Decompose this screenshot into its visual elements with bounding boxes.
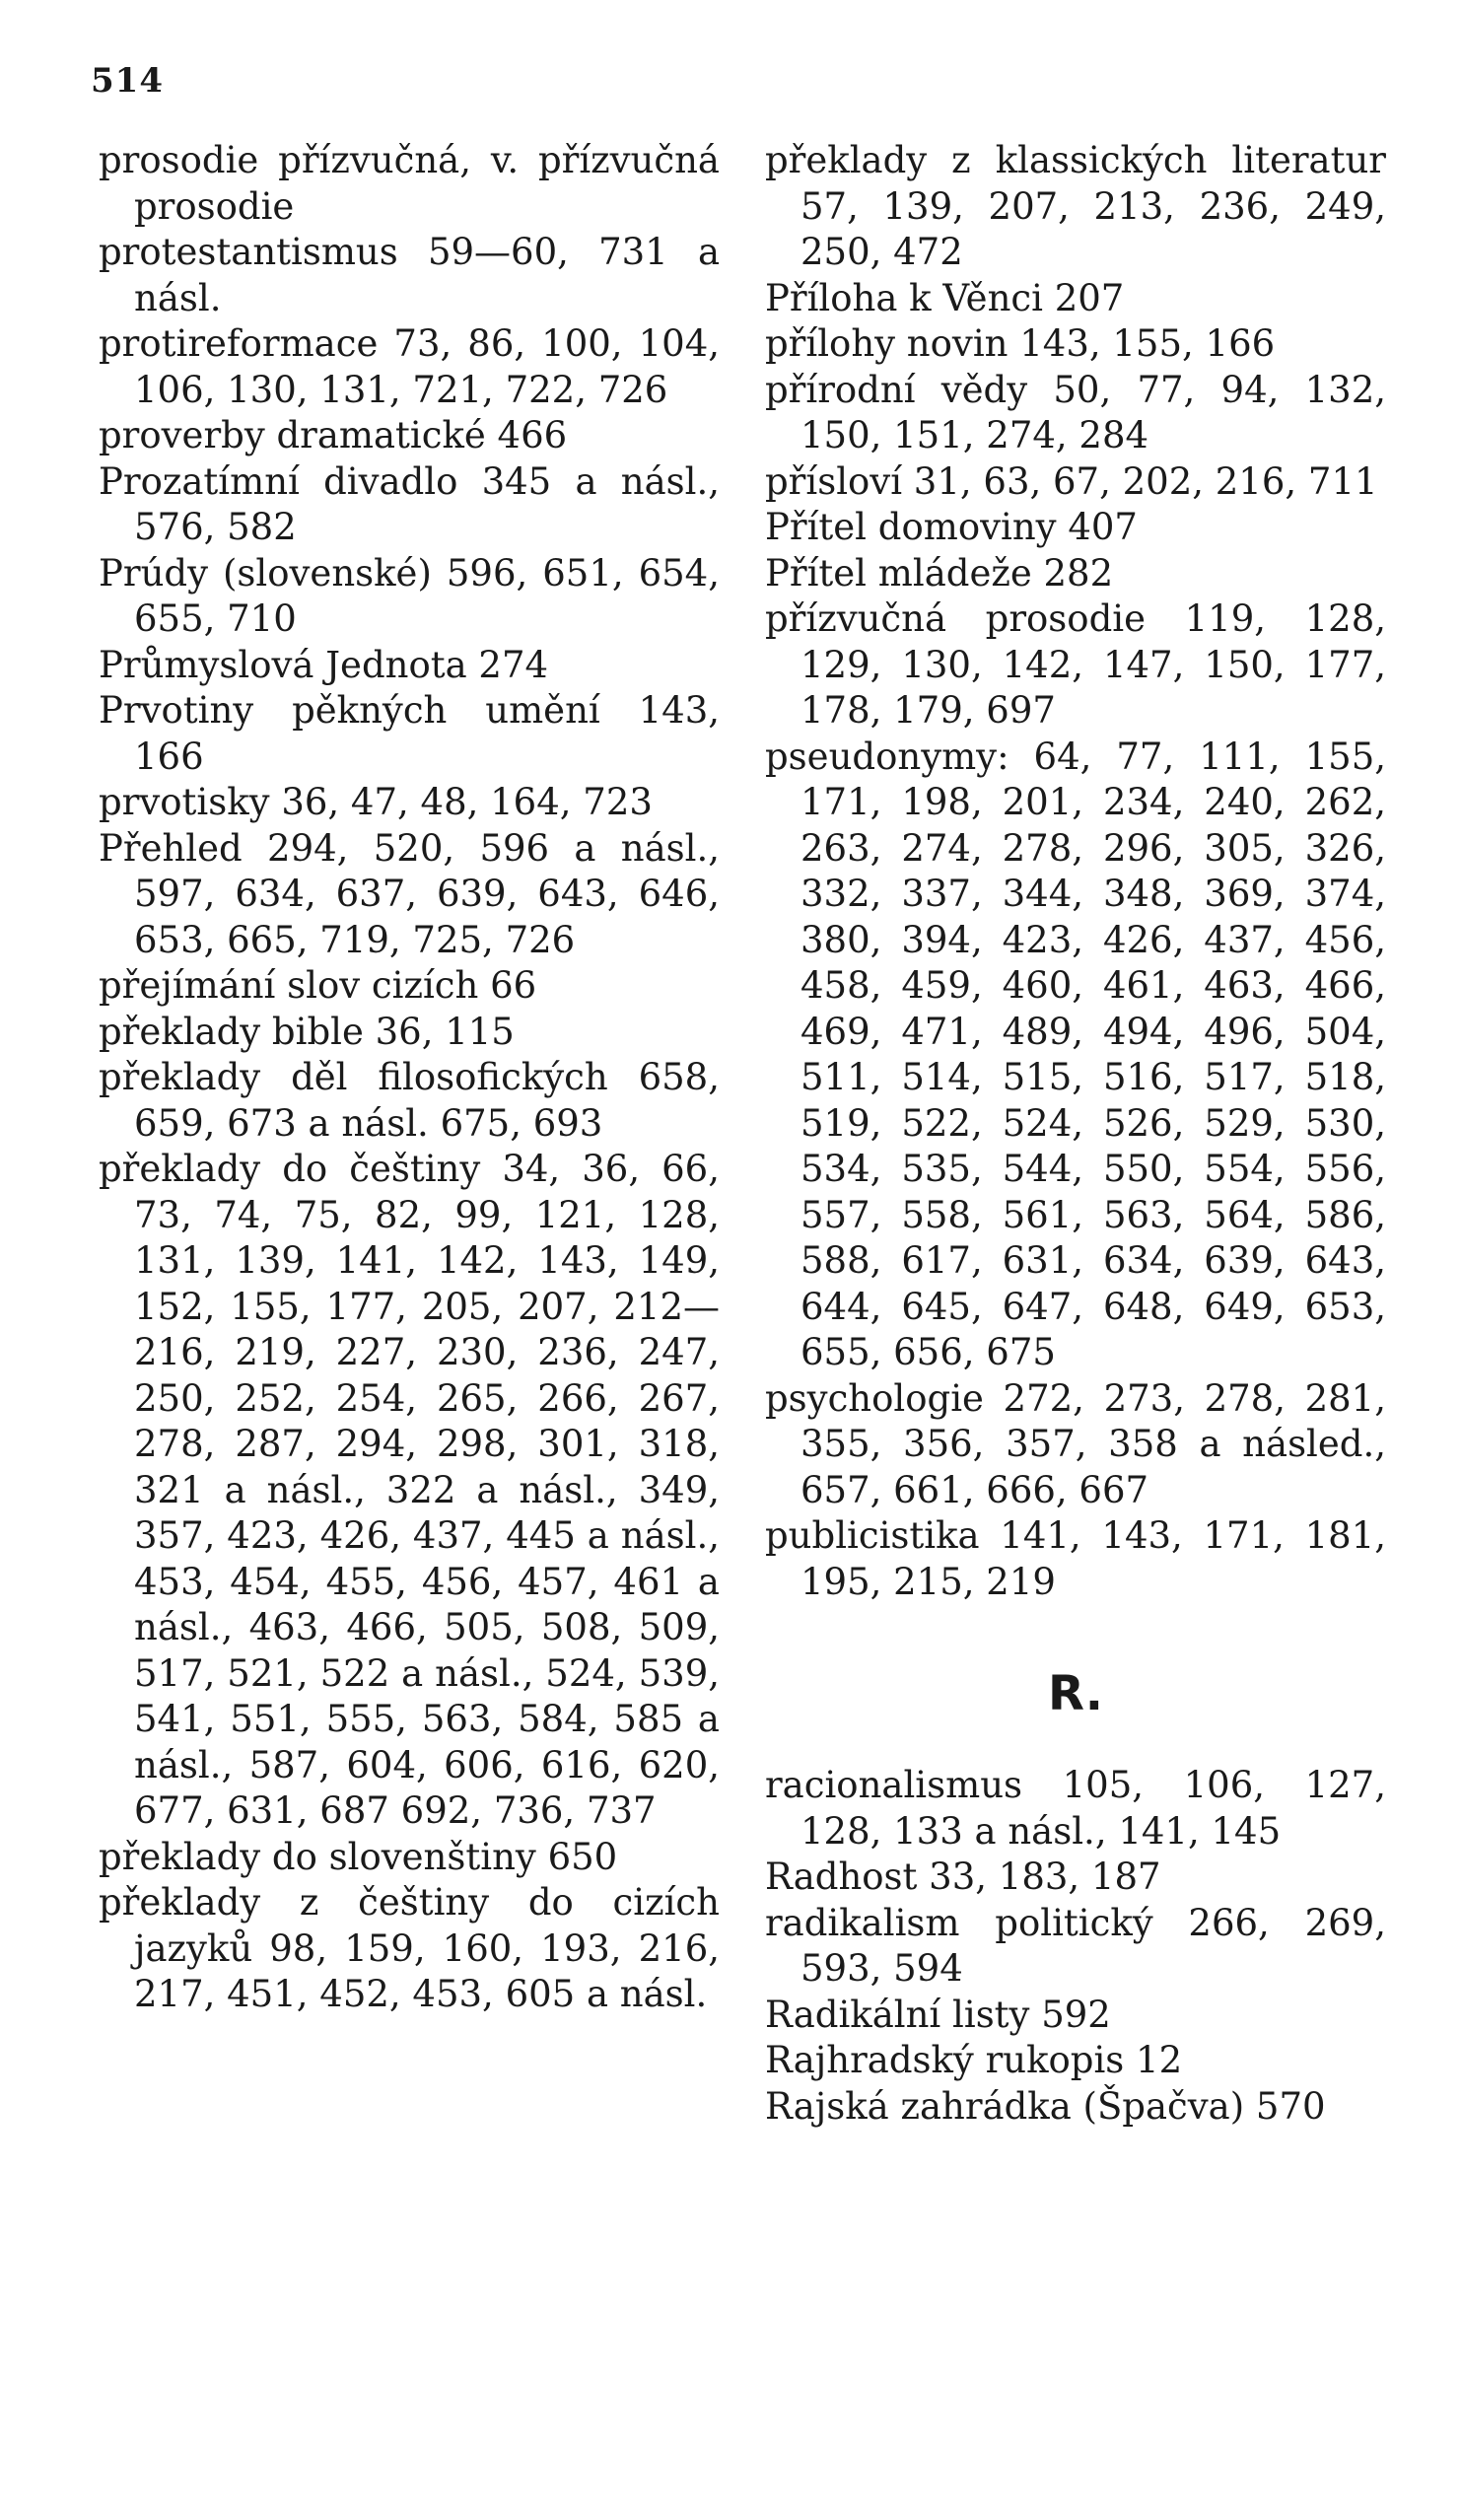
index-entry: racionalismus 105, 106, 127, 128, 133 a násl., 141, 145 xyxy=(765,1764,1386,1853)
section-heading-r: R. xyxy=(1047,1666,1104,1721)
index-entry: přísloví 31, 63, 67, 202, 216, 711 xyxy=(765,459,1378,503)
index-entry: Přítel domoviny 407 xyxy=(765,506,1138,548)
index-entry: Prozatímní divadlo 345 a násl., 576, 582 xyxy=(99,459,720,548)
index-entry: přízvučná prosodie 119, 128, 129, 130, 142, 147, 150, 177, 178, 179, 697 xyxy=(765,597,1386,732)
index-entry: překlady do češtiny 34, 36, 66, 73, 74, 75, 82, 99, 121, 128, 131, 139, 141, 142, 143, 149, 152, 155, 177, 205, 207, 212—216, 219, 227, 230, 236, 247, 250, 252, 254, 265, 266, 267, 278, 287, 294, 298, 301, 318, 321 a násl., 322 a násl., 349, 357, 423, 426, 437, 445 a násl., 453, 454, 455, 456, 457, 461 a násl., 463, 466, 505, 508, 509, 517, 521, 522 a násl., 524, 539, 541, 551, 555, 563, 584, 585 a násl., 587, 604, 606, 616, 620, 677, 631, 687 692, 736, 737 xyxy=(99,1148,720,1832)
index-entry: přílohy novin 143, 155, 166 xyxy=(765,322,1276,365)
index-entry: překlady děl filosofických 658, 659, 673 a násl. 675, 693 xyxy=(99,1056,720,1145)
index-entry: překlady bible 36, 115 xyxy=(99,1010,515,1053)
index-entry: Rajská zahrádka (Špačva) 570 xyxy=(765,2084,1326,2128)
index-entry: překlady z češtiny do cizích jazyků 98, 159, 160, 193, 216, 217, 451, 452, 453, 605 a násl. xyxy=(99,1881,720,2015)
index-entry: protireformace 73, 86, 100, 104, 106, 130, 131, 721, 722, 726 xyxy=(99,322,720,411)
index-entry: přírodní vědy 50, 77, 94, 132, 150, 151, 274, 284 xyxy=(765,368,1386,456)
index-column-left xyxy=(99,138,720,2018)
index-entry: protestantismus 59—60, 731 a násl. xyxy=(99,231,720,319)
index-entry: Přítel mládeže 282 xyxy=(765,551,1114,595)
index-entry: překlady do slovenštiny 650 xyxy=(99,1835,618,1878)
index-entry: Radhost 33, 183, 187 xyxy=(765,1855,1161,1898)
index-entry: Radikální listy 592 xyxy=(765,1993,1111,2036)
index-entry: Průmyslová Jednota 274 xyxy=(99,643,549,686)
index-entry: překlady z klassických literatur 57, 139, 207, 213, 236, 249, 250, 472 xyxy=(765,139,1386,273)
index-column-right xyxy=(765,138,1386,2130)
index-entry: radikalism politický 266, 269, 593, 594 xyxy=(765,1901,1386,1990)
index-entry: psychologie 272, 273, 278, 281, 355, 356, 357, 358 a násled., 657, 661, 666, 667 xyxy=(765,1376,1386,1511)
page-number: 514 xyxy=(91,61,164,101)
index-entry: prosodie přízvučná, v. přízvučná prosodie xyxy=(99,139,720,228)
index-entry: proverby dramatické 466 xyxy=(99,414,568,456)
index-entry: přejímání slov cizích 66 xyxy=(99,964,537,1007)
index-entry: Prvotiny pěkných umění 143, 166 xyxy=(99,689,720,778)
index-entry: Přehled 294, 520, 596 a násl., 597, 634, 637, 639, 643, 646, 653, 665, 719, 725, 726 xyxy=(99,826,720,961)
index-entry: pseudonymy: 64, 77, 111, 155, 171, 198, 201, 234, 240, 262, 263, 274, 278, 296, 305, 326, 332, 337, 344, 348, 369, 374, 380, 394, 423, 426, 437, 456, 458, 459, 460, 461, 463, 466, 469, 471, 489, 494, 496, 504, 511, 514, 515, 516, 517, 518, 519, 522, 524, 526, 529, 530, 534, 535, 544, 550, 554, 556, 557, 558, 561, 563, 564, 586, 588, 617, 631, 634, 639, 643, 644, 645, 647, 648, 649, 653, 655, 656, 675 xyxy=(765,735,1386,1373)
index-entry: Prúdy (slovenské) 596, 651, 654, 655, 710 xyxy=(99,551,720,640)
index-entry: prvotisky 36, 47, 48, 164, 723 xyxy=(99,781,653,823)
index-entry: publicistika 141, 143, 171, 181, 195, 215, 219 xyxy=(765,1514,1386,1603)
index-entry: Rajhradský rukopis 12 xyxy=(765,2039,1183,2081)
index-entry: Příloha k Věnci 207 xyxy=(765,276,1125,319)
